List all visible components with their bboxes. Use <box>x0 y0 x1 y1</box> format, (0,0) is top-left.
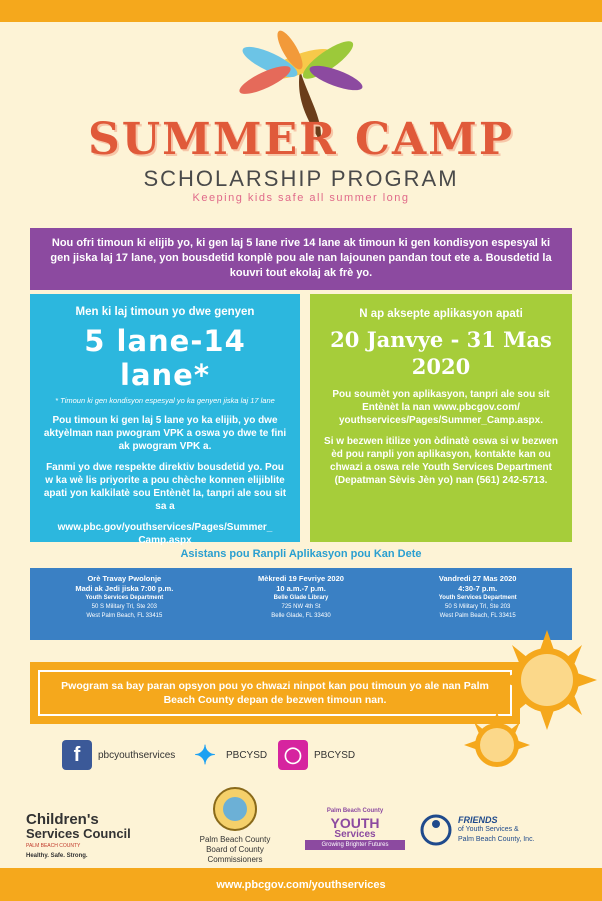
facebook-link[interactable] <box>62 740 175 770</box>
instagram-handle: PBCYSD <box>314 749 356 761</box>
csc-logo <box>26 812 156 861</box>
title-tagline: Keeping kids safe all summer long <box>192 192 410 204</box>
program-title <box>0 116 602 204</box>
schedule-line: 50 S Military Trl, Ste 203 <box>445 604 511 610</box>
schedule-line: Madi ak Jedi jiska 7:00 p.m. <box>75 584 174 593</box>
county-logo <box>180 786 290 865</box>
note-banner <box>30 662 520 724</box>
twitter-link[interactable] <box>190 740 267 770</box>
title-sub: SCHOLARSHIP PROGRAM <box>143 166 459 191</box>
friends-line: FRIENDS <box>458 815 498 825</box>
age-paragraph-1: Pou timoun ki gen laj 5 lane yo ka elijib, yo dwe aktyèlman nan pwogram VPK a oswa yo dwe te fini ak pwogram VPK a. <box>43 415 287 452</box>
schedule-line: 50 S Military Trl, Ste 203 <box>91 604 158 610</box>
schedule-line: West Palm Beach, FL 33415 <box>86 613 163 619</box>
schedule-line: Belle Glade Library <box>273 595 329 601</box>
csc-line: PALM BEACH COUNTY <box>26 843 81 849</box>
county-line: Board of County Commissioners <box>206 845 264 864</box>
age-range: 5 lane-14 lane* <box>84 324 246 392</box>
ys-line: Growing Brighter Futures <box>305 840 405 850</box>
schedule-line: Youth Services Department <box>85 595 164 601</box>
date-box <box>310 294 572 542</box>
instagram-icon: ◯ <box>278 740 308 770</box>
footer-url[interactable]: www.pbcgov.com/youthservices <box>216 878 386 891</box>
partner-logos <box>0 786 602 866</box>
schedule-line: Mèkredi 19 Fevriye 2020 <box>258 574 344 583</box>
ys-line: Palm Beach County <box>326 808 384 814</box>
friends-logo <box>420 814 570 846</box>
schedule-line: Orè Travay Pwolonje <box>87 574 162 583</box>
friends-line: of Youth Services & <box>458 826 519 833</box>
twitter-icon: ✦ <box>194 739 216 770</box>
ys-line: Services <box>334 829 376 840</box>
csc-line: Healthy. Safe. Strong. <box>26 853 88 859</box>
schedule-line: 4:30-7 p.m. <box>458 584 498 593</box>
friends-line: Palm Beach County, Inc. <box>458 836 535 843</box>
date-paragraph-1: Pou soumèt yon aplikasyon, tanpri ale sou sit Entènèt la nan www.pbcgov.com/ youthservices/Pages/Summer_Camp.aspx. <box>332 389 550 426</box>
date-range: 20 Janvye - 31 Mas 2020 <box>330 327 552 379</box>
footer-bar <box>0 868 602 901</box>
friends-emblem-icon <box>420 814 452 846</box>
twitter-handle: PBCYSD <box>226 749 268 761</box>
ys-line: YOUTH <box>330 815 380 831</box>
schedule-line: West Palm Beach, FL 33415 <box>439 613 516 619</box>
age-box <box>30 294 300 546</box>
instagram-link[interactable] <box>278 740 355 770</box>
schedule-line: 725 NW 4th St <box>281 604 321 610</box>
sun-decoration-icon <box>452 620 602 780</box>
schedule-line: 10 a.m.-7 p.m. <box>276 584 326 593</box>
top-bar <box>0 0 602 22</box>
age-paragraph-2: Fanmi yo dwe respekte direktiv bousdetid yo. Pou w ka wè lis priyorite a pou chèche konnen elijiblite apati yon kalkilatè sou Entènèt la, tanpri ale sou sit sa a <box>43 462 287 512</box>
schedule-line: Youth Services Department <box>438 595 517 601</box>
date-paragraph-2: Si w bezwen itilize yon òdinatè oswa si w bezwen èd pou ranpli yon aplikasyon, kontakte kan ou chwazi a oswa rele Youth Services Department (Depatman Sèvis Jèn yo) nan (561) 242-5713. <box>324 436 558 486</box>
assist-heading: Asistans pou Ranpli Aplikasyon pou Kan Dete <box>180 548 422 560</box>
age-note: * Timoun ki gen kondisyon espesyal yo ka genyen jiska laj 17 lane <box>55 396 275 405</box>
county-seal-icon <box>212 786 258 832</box>
age-heading: Men ki laj timoun yo dwe genyen <box>75 306 255 318</box>
schedule-line: Belle Glade, FL 33430 <box>271 613 331 619</box>
schedule-col <box>213 574 390 634</box>
county-line: Palm Beach County <box>199 835 271 844</box>
date-heading: N ap aksepte aplikasyon apati <box>359 308 523 320</box>
schedule-line: Vandredi 27 Mas 2020 <box>438 574 517 583</box>
schedule-col <box>36 574 213 634</box>
title-main: SUMMER CAMP <box>88 114 514 165</box>
age-link[interactable]: www.pbc.gov/youthservices/Pages/Summer_ Camp.aspx <box>57 522 273 546</box>
facebook-icon: f <box>62 740 92 770</box>
youth-services-logo <box>305 806 405 850</box>
csc-line: Children's <box>26 811 99 828</box>
csc-line: Services Council <box>26 826 131 841</box>
intro-banner: Nou ofri timoun ki elijib yo, ki gen laj 5 lane rive 14 lane ak timoun ki gen kondisyon espesyal ki gen jiska laj 17 lane, yon bousdetid konplè pou ale nan lajounen pandan tout ete a. Bousdetid la kouvri tout ekolaj ak frè yo. <box>30 228 572 290</box>
facebook-handle: pbcyouthservices <box>98 749 176 761</box>
note-text: Pwogram sa bay paran opsyon pou yo chwazi ninpot kan pou timoun yo ale nan Palm Beach County depan de bezwen timoun nan. <box>38 670 512 716</box>
